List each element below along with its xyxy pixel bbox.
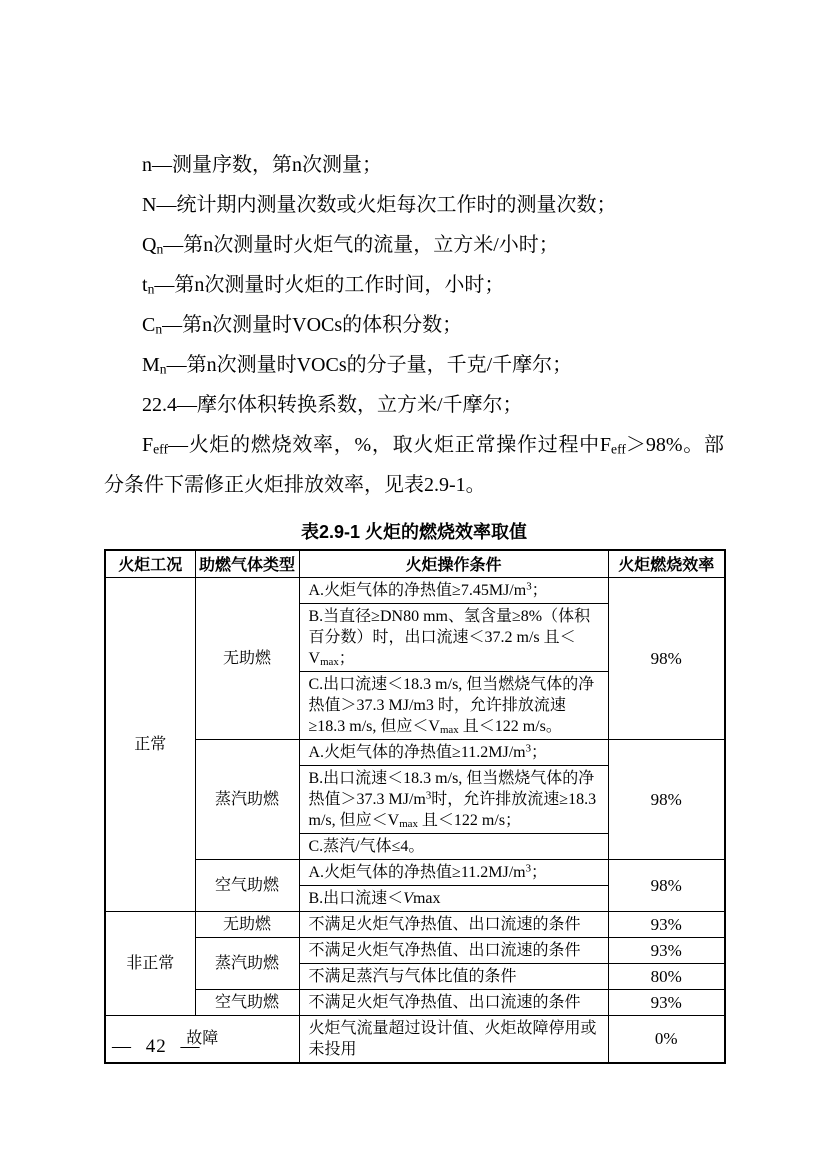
cell-abnormal-steam-assist-type: 蒸汽助燃 [195, 937, 299, 989]
col-header-operating-condition: 火炬操作条件 [299, 550, 608, 577]
table-header-row [105, 550, 725, 577]
cell-fault-cond: 火炬气流量超过设计值、火炬故障停用或未投用 [299, 1015, 608, 1063]
cell-normal-no-assist-cond-c: C.出口流速＜18.3 m/s, 但当燃烧气体的净热值＞37.3 MJ/m3 时，允许排放流速≥18.3 m/s, 但应$<V_{max}$ 且＜122 m/s。 [299, 671, 608, 739]
cell-abnormal-air-assist-type: 空气助燃 [195, 989, 299, 1015]
cell-normal-steam-assist-cond-a: A.火炬气体的净热值$\ge 11.2MJ/m^3$； [299, 739, 608, 765]
cell-fault-label: 故障 [105, 1015, 299, 1063]
cell-normal-steam-assist-cond-c: C.蒸汽/气体≤4。 [299, 833, 608, 859]
col-header-flare-condition: 火炬工况 [105, 550, 195, 577]
cell-normal-label: 正常 [105, 577, 195, 911]
cell-normal-air-assist-cond-b: B.出口流速＜Vmax [299, 885, 608, 911]
cell-abnormal-no-assist-cond: 不满足火炬气净热值、出口流速的条件 [299, 911, 608, 937]
table-row [105, 989, 725, 1015]
cell-normal-no-assist-cond-a: A.火炬气体的净热值$\ge 7.45MJ/m^3$； [299, 577, 608, 603]
col-header-combustion-efficiency: 火炬燃烧效率 [608, 550, 725, 577]
page-content [104, 0, 724, 1064]
cell-normal-air-assist-type: 空气助燃 [195, 859, 299, 911]
definition-Mn: $M_n—$第n次测量时VOCs的分子量，千克/千摩尔； [142, 354, 573, 377]
cell-normal-steam-assist-cond-b: B.出口流速＜18.3 m/s, 但当燃烧气体的净热值＞37.3 $MJ/m^3$时，允许排放流速≥18.3 m/s, 但应$<V_{max}$ 且＜122 m/s； [299, 765, 608, 833]
cell-abnormal-no-assist-efficiency: 93% [608, 911, 725, 937]
flare-efficiency-table [104, 549, 726, 1064]
cell-fault-efficiency: 0% [608, 1015, 725, 1063]
cell-abnormal-air-assist-cond: 不满足火炬气净热值、出口流速的条件 [299, 989, 608, 1015]
table-row [105, 577, 725, 603]
definition-Feff: $F_{eff}—$火炬的燃烧效率，%，取火炬正常操作过程中$F_{eff}>98\%$。部分条件下需修正火炬排放效率，见表2.9-1。 [104, 434, 724, 496]
cell-abnormal-steam-assist-cond-2: 不满足蒸汽与气体比值的条件 [299, 963, 608, 989]
cell-normal-no-assist-cond-b: B.当直径≥DN80 mm、氢含量≥8%（体积百分数）时，出口流速＜37.2 m/s 且$<V_{max}$； [299, 603, 608, 671]
definition-Cn: $C_n—$第n次测量时VOCs的体积分数； [142, 314, 463, 337]
definition-22-4: 22.4—摩尔体积转换系数，立方米/千摩尔； [142, 394, 523, 416]
cell-abnormal-steam-assist-efficiency-2: 80% [608, 963, 725, 989]
definition-N: N—统计期内测量次数或火炬每次工作时的测量次数； [142, 194, 617, 216]
cell-normal-no-assist-type: 无助燃 [195, 577, 299, 739]
page-number: — 42 — [112, 1036, 201, 1057]
cell-abnormal-no-assist-type: 无助燃 [195, 911, 299, 937]
cell-abnormal-label: 非正常 [105, 911, 195, 1015]
cell-abnormal-steam-assist-cond-1: 不满足火炬气净热值、出口流速的条件 [299, 937, 608, 963]
definitions-block [104, 0, 724, 505]
cell-abnormal-air-assist-efficiency: 93% [608, 989, 725, 1015]
definition-tn: $t_n—$第n次测量时火炬的工作时间，小时； [142, 274, 505, 297]
definition-n: n—测量序数，第n次测量； [142, 154, 382, 176]
cell-abnormal-steam-assist-efficiency-1: 93% [608, 937, 725, 963]
cell-normal-air-assist-cond-a: A.火炬气体的净热值$\ge 11.2MJ/m^3$； [299, 859, 608, 885]
table-row [105, 937, 725, 963]
cell-normal-steam-assist-type: 蒸汽助燃 [195, 739, 299, 859]
table-row [105, 911, 725, 937]
table-row [105, 739, 725, 765]
cell-normal-no-assist-efficiency: 98% [608, 577, 725, 739]
col-header-assist-gas-type: 助燃气体类型 [195, 550, 299, 577]
cell-normal-steam-assist-efficiency: 98% [608, 739, 725, 859]
table-row [105, 859, 725, 885]
cell-normal-air-assist-efficiency: 98% [608, 859, 725, 911]
table-title: 表2.9-1 火炬的燃烧效率取值 [300, 522, 528, 542]
definition-Qn: $Q_n—$第n次测量时火炬气的流量，立方米/小时； [142, 234, 559, 257]
